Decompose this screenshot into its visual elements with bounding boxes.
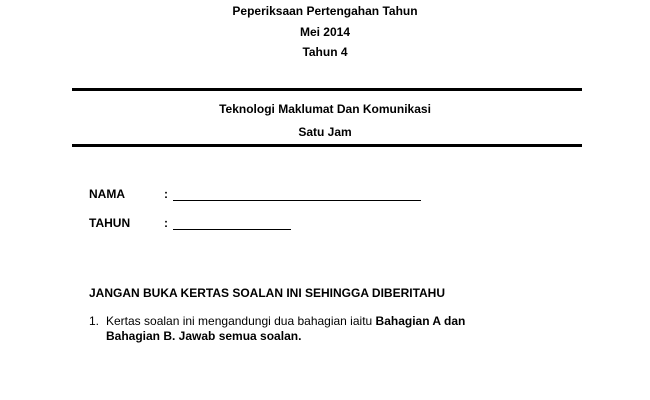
instruction-dan: dan bbox=[440, 314, 466, 328]
bottom-divider bbox=[72, 144, 582, 147]
top-divider bbox=[72, 88, 582, 91]
exam-title: Peperiksaan Pertengahan Tahun bbox=[232, 4, 418, 18]
nama-label: NAMA bbox=[89, 187, 125, 201]
instruction-text: Kertas soalan ini mengandungi dua bahagian iaitu bbox=[106, 314, 376, 328]
warning-text: JANGAN BUKA KERTAS SOALAN INI SEHINGGA DIBERITAHU bbox=[89, 286, 446, 300]
nama-blank-line[interactable] bbox=[173, 189, 421, 201]
tahun-label: TAHUN bbox=[89, 216, 131, 230]
instruction-number: 1. bbox=[89, 314, 100, 328]
instruction-section-b: Bahagian B. Jawab semua soalan. bbox=[106, 329, 302, 343]
nama-colon: : bbox=[164, 187, 168, 201]
exam-duration: Satu Jam bbox=[298, 125, 352, 139]
instruction-item bbox=[89, 314, 519, 344]
subject-name: Teknologi Maklumat Dan Komunikasi bbox=[219, 102, 431, 116]
instruction-section-a: Bahagian A bbox=[375, 314, 441, 328]
tahun-field bbox=[89, 216, 291, 230]
tahun-colon: : bbox=[164, 216, 168, 230]
instruction-body bbox=[106, 314, 465, 344]
exam-date: Mei 2014 bbox=[299, 25, 351, 39]
tahun-blank-line[interactable] bbox=[173, 218, 291, 230]
nama-field bbox=[89, 187, 421, 201]
exam-year: Tahun 4 bbox=[302, 45, 348, 59]
